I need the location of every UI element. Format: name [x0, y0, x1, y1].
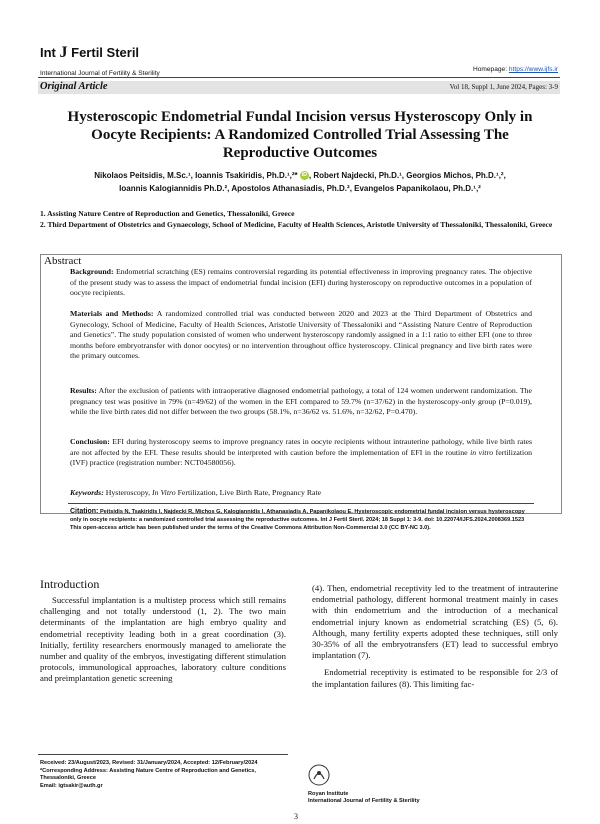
- keywords-italic: In Vitro: [152, 488, 176, 497]
- abstract-conclusion: [70, 437, 532, 469]
- abstract-keywords: [70, 488, 532, 499]
- authors-line-2: Ioannis Kalogiannidis Ph.D.², Apostolos Athanasiadis, Ph.D.², Evangelos Papanikolaou, Ph.D.¹,²: [119, 184, 481, 193]
- paper-title: Hysteroscopic Endometrial Fundal Incision versus Hysteroscopy Only in Oocyte Recipients: A Randomized Controlled Trial Assessing The Reproductive Outcomes: [67, 109, 533, 161]
- logo-j: J: [59, 44, 68, 61]
- received-dates: Received: 23/August/2023, Revised: 31/January/2024, Accepted: 12/February/2024: [40, 760, 258, 766]
- homepage: [473, 66, 558, 73]
- background-label: Background:: [70, 267, 114, 276]
- logo-suffix: Fertil Steril: [71, 45, 140, 60]
- authors-line-1b: , Robert Najdecki, Ph.D.¹, Georgios Michos, Ph.D.¹,²,: [308, 171, 506, 180]
- abstract-methods: [70, 309, 532, 362]
- homepage-link[interactable]: https://www.ijfs.ir: [508, 66, 558, 73]
- intro-right-column: [312, 583, 558, 690]
- royan-institute: [308, 791, 420, 806]
- affiliation-2: 2. Third Department of Obstetrics and Gynaecology, School of Medicine, Faculty of Health Sciences, Aristotle University of Thessaloniki, Thessaloniki, Greece: [40, 220, 553, 229]
- footer-divider: [38, 754, 288, 755]
- citation-label: Citation:: [70, 508, 99, 515]
- abstract-background: [70, 267, 532, 299]
- intro-right-para-1: (4). Then, endometrial receptivity led to the treatment of intrauterine endometrial pathology, different hormonal treatment mainly in cases with thin endometrium and the introduction of a mechanical endometrial injury known as endometrial scratching (ES) (5, 6). Although, many fertility experts adopted these techniques, still only 30-35% of all the embryotransfers (ET) lead to successful embryo implantation (7).: [312, 583, 558, 661]
- keywords-b: Fertilization, Live Birth Rate, Pregnancy Rate: [177, 488, 322, 497]
- results-label: Results:: [70, 386, 97, 395]
- volume-info: Vol 18, Suppl 1, June 2024, Pages: 3-9: [449, 83, 558, 91]
- conclusion-italic: in vitro: [470, 447, 494, 457]
- footer-notes: [40, 760, 290, 790]
- keywords-label: Keywords:: [70, 488, 104, 497]
- affiliation-1: 1. Assisting Nature Centre of Reproduction and Genetics, Thessaloniki, Greece: [40, 209, 295, 218]
- royan-name: Royan Institute: [308, 791, 349, 797]
- intro-left-para: Successful implantation is a multistep process which still remains challenging and not totally understood (1, 2). The two main determinants of the implantation are high embryo quality and endometrial receptivity leading both in a great coordination (3). Initially, fertility researchers enormously managed to ameliorate the number and quality of the embryos, investigating different stimulation protocols, immunological approaches, laboratory culture conditions and preimplantation genetic screening: [40, 595, 286, 684]
- corresponding-email: Email: igtsakir@auth.gr: [40, 782, 103, 789]
- journal-full-name: International Journal of Fertility & Sterility: [40, 70, 160, 77]
- intro-right-para-2: Endometrial receptivity is estimated to be responsible for 2/3 of the implantation failures (8). This limiting fac-: [312, 667, 558, 689]
- methods-label: Materials and Methods:: [70, 309, 154, 318]
- authors: [60, 169, 540, 195]
- orcid-icon[interactable]: iD: [301, 172, 308, 179]
- article-type: Original Article: [40, 81, 108, 92]
- license-text: This open-access article has been published under the terms of the Creative Commons Attribution Non-Commercial 3.0 (CC BY-NC 3.0).: [70, 525, 431, 532]
- results-text: After the exclusion of patients with intraoperative diagnosed endometrial pathology, a total of 124 women underwent randomization. The pregnancy test was positive in 79% (n=49/62) of the women in the EFI compared to 59.7% (n=37/62) in the hysteroscopy-only group (P=0.019), while the live birth rates did not differ between the two groups (58.1%, n=36/62 vs. 51.6%, n=32/62, P=0.470).: [70, 386, 532, 417]
- methods-text: A randomized controlled trial was conducted between 2020 and 2023 at the Third Department of Obstetrics and Gynecology, School of Medicine, Faculty of Health Sciences, Aristotle University of Thessaloniki and “Assisting Nature Centre of Reproduction and Genetics”. The study population consisted of women who underwent hysteroscopy randomly assigned in a 1:1 ratio to either EFI (one to three months before embryotransfer with donor oocytes) or no intervention throughout office hysteroscopy. Clinical pregnancy and live birth rates were the primary outcomes.: [70, 309, 532, 361]
- page-number: 3: [294, 812, 298, 821]
- royan-logo-icon: [308, 764, 330, 786]
- intro-heading: Introduction: [40, 577, 100, 591]
- citation-divider: [68, 503, 534, 504]
- citation-text: Peitsidis N, Tsakiridis I, Najdecki R, Michos G, Kalogiannidis I, Athanasiadis A, Papanikolaou E. Hysteroscopic endometrial fundal incision versus hysteroscopy only in oocyte recipients: a randomized controlled trial assessing the reproductive outcomes. Int J Fertil Steril. 2024; 18 Suppl 1: 3-9. doi: 10.22074/IJFS.2024.2008369.1523: [70, 509, 525, 524]
- header-divider: [38, 77, 560, 78]
- authors-line-1a: Nikolaos Peitsidis, M.Sc.¹, Ioannis Tsakiridis, Ph.D.¹,²*: [94, 171, 298, 180]
- background-text: Endometrial scratching (ES) remains controversial regarding its potential effectiveness in improving pregnancy rates. The objective of the present study was to assess the impact of endometrial fundal incision (EFI) during hysteroscopy on reproductive outcomes in a population of oocyte recipients.: [70, 267, 532, 298]
- abstract-heading: Abstract: [44, 255, 82, 267]
- abstract-results: [70, 386, 532, 418]
- conclusion-label: Conclusion:: [70, 437, 110, 446]
- homepage-label: Homepage:: [472, 66, 508, 73]
- journal-logo: [40, 44, 139, 62]
- conclusion-text-b: fertilization (IVF) practice (registration number: NCT04580056).: [70, 447, 533, 468]
- logo-prefix: Int: [40, 45, 56, 60]
- royan-journal: International Journal of Fertility & Sterility: [308, 798, 420, 805]
- intro-left-column: [40, 595, 286, 685]
- corresponding-address: *Corresponding Address: Assisting Nature Centre of Reproduction and Genetics, Thessaloniki, Greece: [40, 767, 256, 782]
- keywords-a: Hysteroscopy,: [105, 488, 151, 497]
- affiliations: [40, 208, 560, 230]
- conclusion-text-a: EFI during hysteroscopy seems to improve pregnancy rates in oocyte recipients without intrauterine pathology, while live birth rates are not affected by the EFI. These results should be interpreted with caution before the implementation of EFI in the routine: [70, 437, 532, 457]
- citation-block: [70, 508, 532, 533]
